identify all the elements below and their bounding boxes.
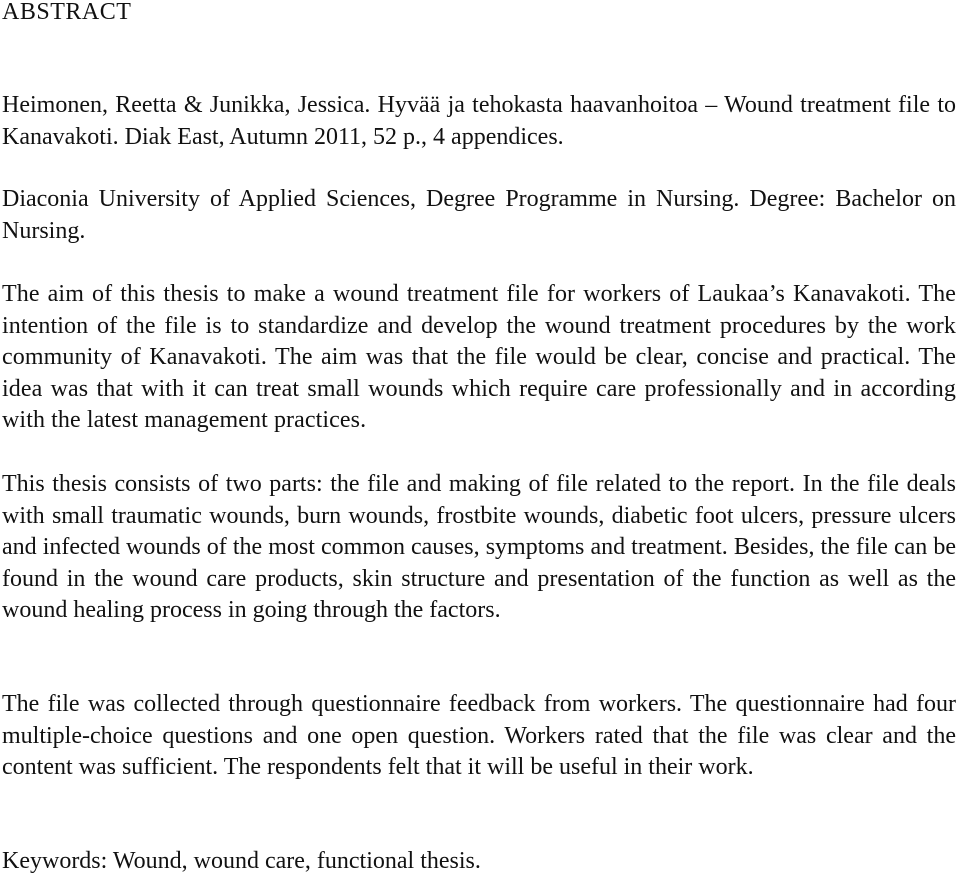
aim-paragraph: The aim of this thesis to make a wound treatment file for workers of Laukaa’s Kanavakoti. The intention of the file is to standardize and develop the wound treatment procedures by the work community of Kanavakoti. The aim was that the file would be clear, concise and practical. The idea was that with it can treat small wounds which require care professionally and in according with the latest management practices. (2, 281, 956, 433)
results-paragraph: The file was collected through questionnaire feedback from workers. The questionnaire had four multiple-choice questions and one open question. Workers rated that the file was clear and the content was sufficient. The respondents felt that it will be useful in their work. (2, 691, 956, 780)
institution-paragraph: Diaconia University of Applied Sciences, Degree Programme in Nursing. Degree: Bachelor on Nursing. (2, 186, 956, 244)
content-paragraph: This thesis consists of two parts: the file and making of file related to the report. In the file deals with small traumatic wounds, burn wounds, frostbite wounds, diabetic foot ulcers, pressure ulcers and infected wounds of the most common causes, symptoms and treatment. Besides, the file can be found in the wound care products, skin structure and presentation of the function as well as the wound healing process in going through the factors. (2, 471, 956, 623)
page-title: ABSTRACT (2, 0, 132, 25)
keywords-line: Keywords: Wound, wound care, functional thesis. (2, 848, 481, 874)
citation-paragraph: Heimonen, Reetta & Junikka, Jessica. Hyvää ja tehokasta haavanhoitoa – Wound treatment file to Kanavakoti. Diak East, Autumn 2011, 52 p., 4 appendices. (2, 92, 956, 150)
